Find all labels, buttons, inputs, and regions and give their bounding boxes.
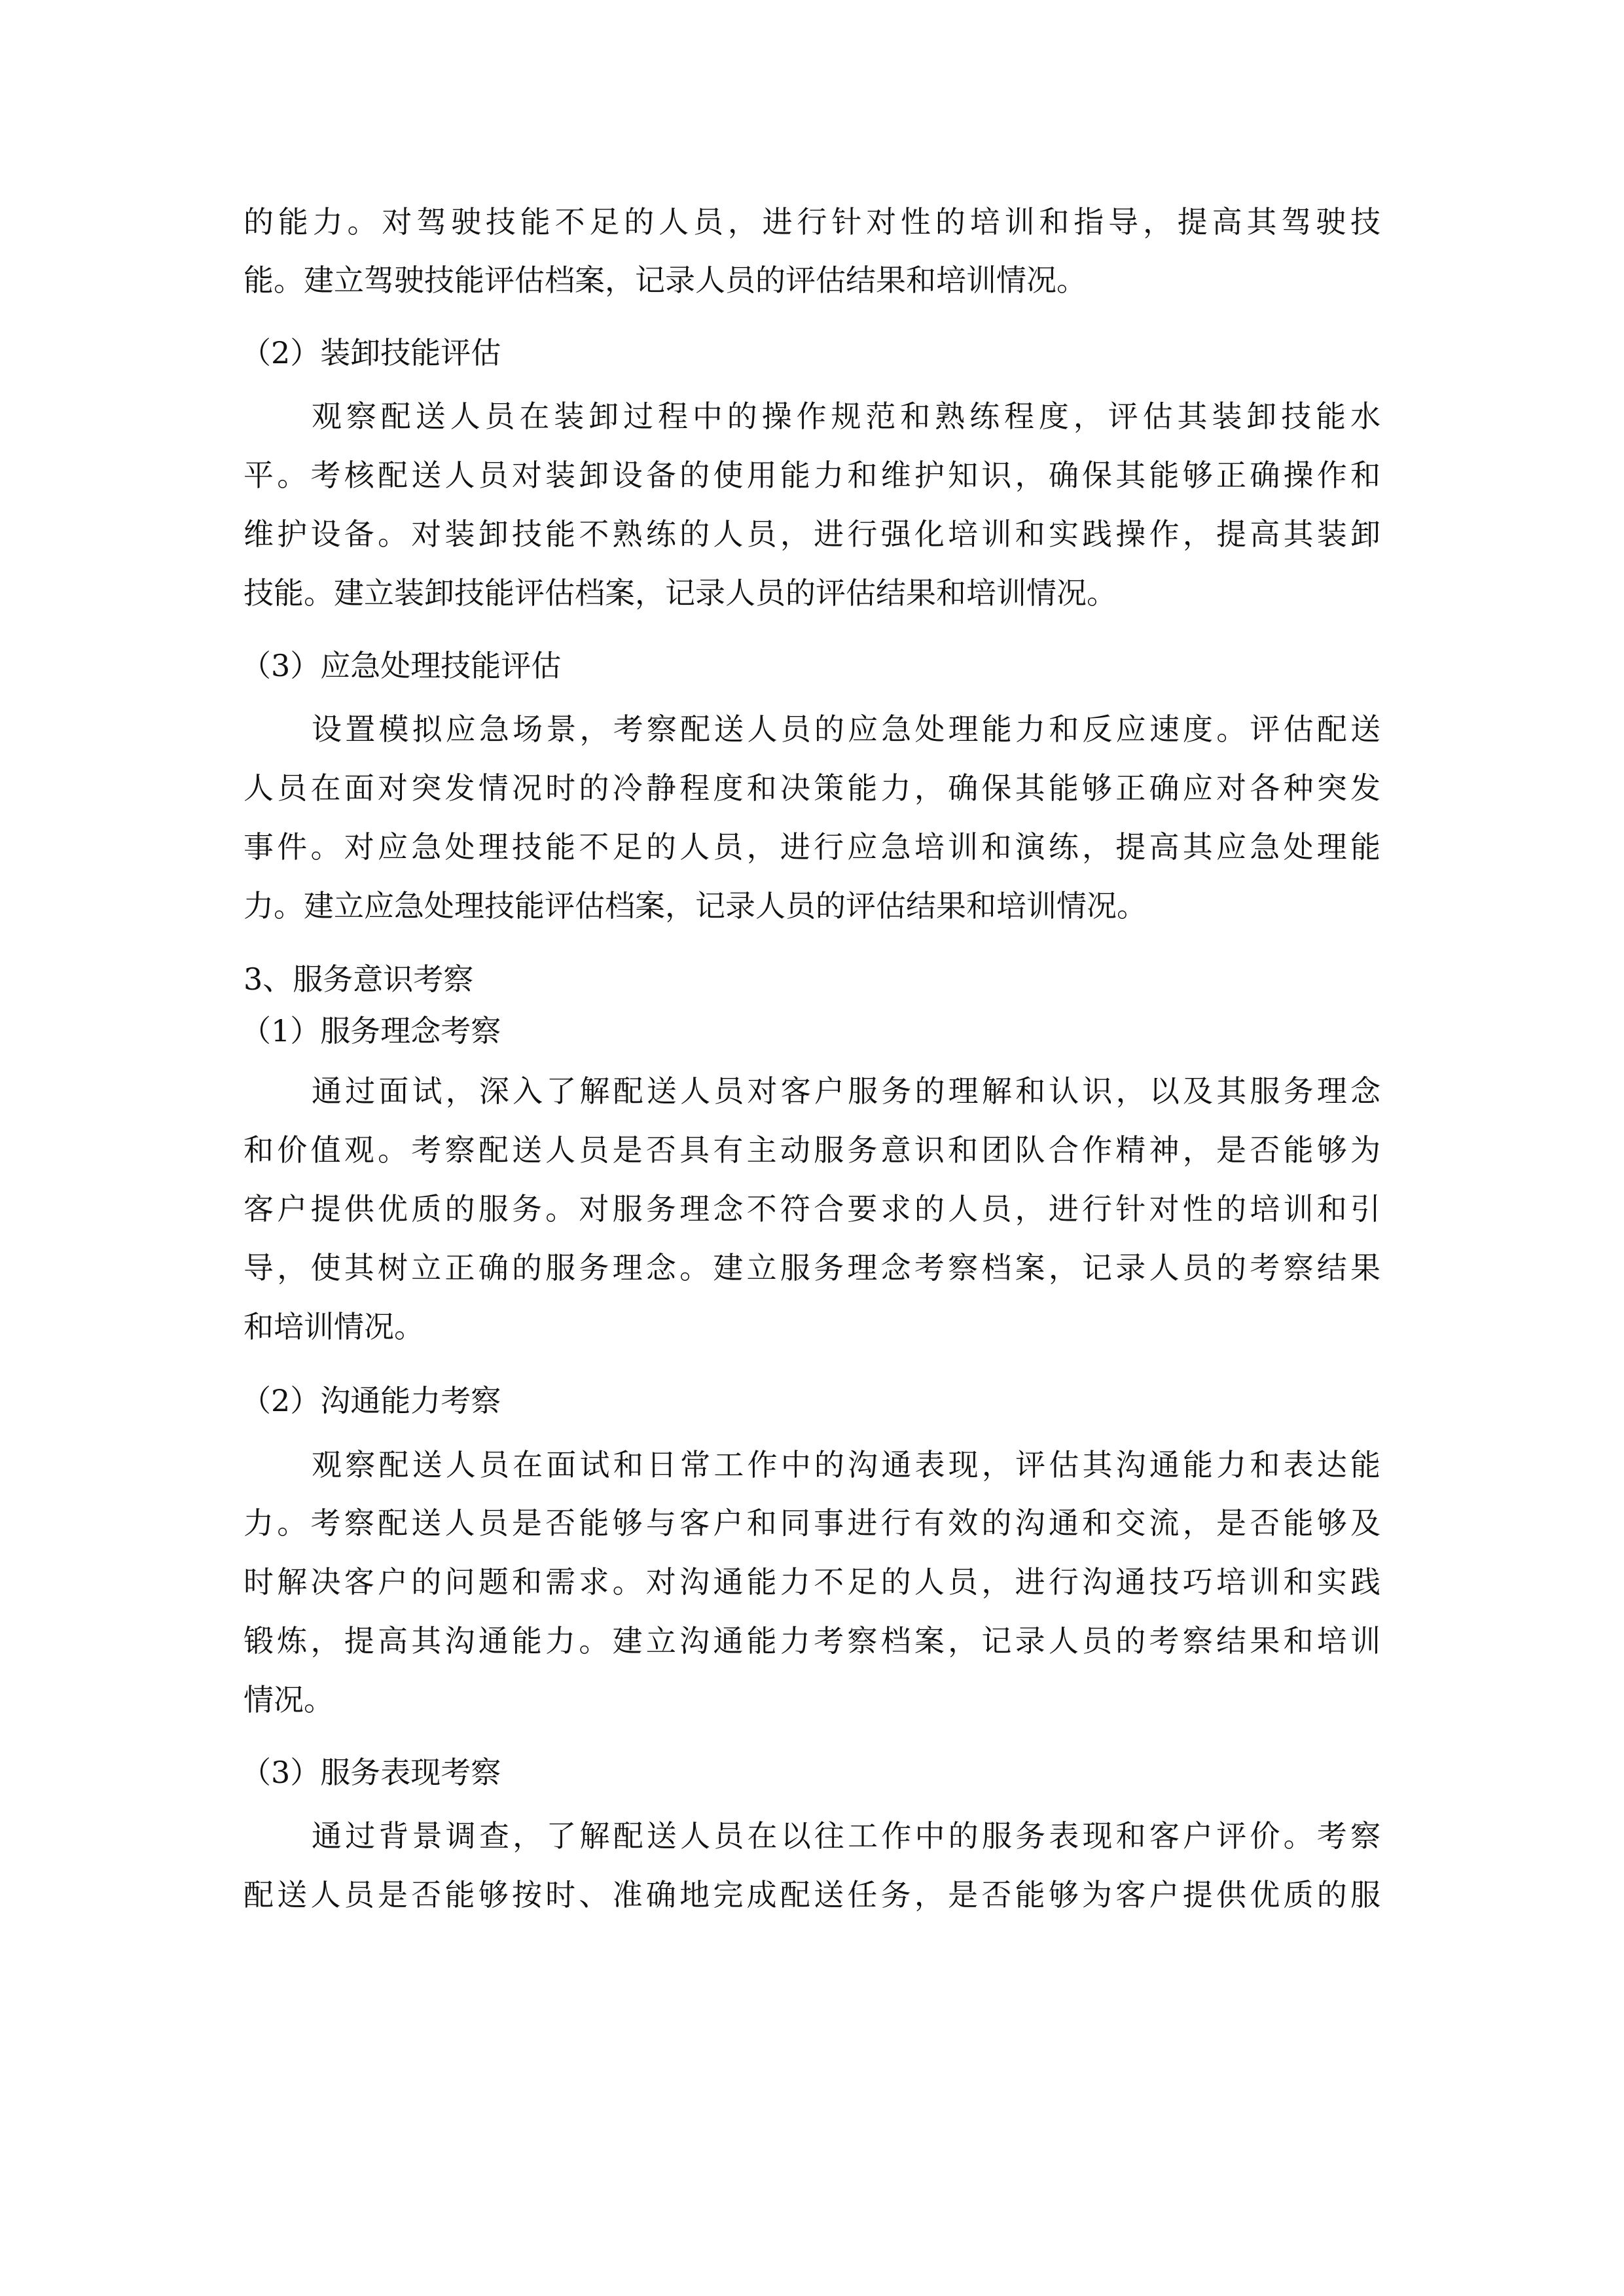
subheading: （2）装卸技能评估 [241,335,501,370]
paragraph-line: 人员在面对突发情况时的冷静程度和决策能力，确保其能够正确应对各种突发 [244,770,1380,806]
paragraph-line: 平。考核配送人员对装卸设备的使用能力和维护知识，确保其能够正确操作和 [244,457,1380,493]
subheading: （2）沟通能力考察 [241,1383,501,1418]
subheading: （1）服务理念考察 [241,1013,501,1049]
paragraph-line: 力。考察配送人员是否能够与客户和同事进行有效的沟通和交流，是否能够及 [244,1505,1380,1541]
paragraph-line: 锻炼，提高其沟通能力。建立沟通能力考察档案，记录人员的考察结果和培训 [244,1623,1380,1659]
paragraph-line: 设置模拟应急场景，考察配送人员的应急处理能力和反应速度。评估配送 [312,711,1380,747]
paragraph-line: 维护设备。对装卸技能不熟练的人员，进行强化培训和实践操作，提高其装卸 [244,516,1380,552]
paragraph-line: 观察配送人员在装卸过程中的操作规范和熟练程度，评估其装卸技能水 [312,399,1380,434]
paragraph-line: 的能力。对驾驶技能不足的人员，进行针对性的培训和指导，提高其驾驶技 [244,204,1380,240]
subheading: （3）服务表现考察 [241,1755,501,1790]
section-heading: 3、服务意识考察 [244,961,474,997]
paragraph-line: 力。建立应急处理技能评估档案，记录人员的评估结果和培训情况。 [244,888,1147,924]
paragraph-line: 事件。对应急处理技能不足的人员，进行应急培训和演练，提高其应急处理能 [244,829,1380,865]
paragraph-line: 客户提供优质的服务。对服务理念不符合要求的人员，进行针对性的培训和引 [244,1191,1380,1227]
paragraph-line: 通过面试，深入了解配送人员对客户服务的理解和认识，以及其服务理念 [312,1073,1380,1109]
subheading: （3）应急处理技能评估 [241,648,562,683]
paragraph-line: 配送人员是否能够按时、准确地完成配送任务，是否能够为客户提供优质的服 [244,1877,1380,1912]
paragraph-line: 能。建立驾驶技能评估档案，记录人员的评估结果和培训情况。 [244,262,1087,298]
paragraph-line: 和培训情况。 [244,1309,424,1344]
paragraph-line: 和价值观。考察配送人员是否具有主动服务意识和团队合作精神，是否能够为 [244,1132,1380,1168]
paragraph-line: 时解决客户的问题和需求。对沟通能力不足的人员，进行沟通技巧培训和实践 [244,1564,1380,1600]
paragraph-line: 导，使其树立正确的服务理念。建立服务理念考察档案，记录人员的考察结果 [244,1250,1380,1285]
paragraph-line: 通过背景调查，了解配送人员在以往工作中的服务表现和客户评价。考察 [312,1818,1380,1854]
paragraph-line: 观察配送人员在面试和日常工作中的沟通表现，评估其沟通能力和表达能 [312,1447,1380,1482]
paragraph-line: 技能。建立装卸技能评估档案，记录人员的评估结果和培训情况。 [244,575,1117,611]
paragraph-line: 情况。 [244,1682,334,1717]
